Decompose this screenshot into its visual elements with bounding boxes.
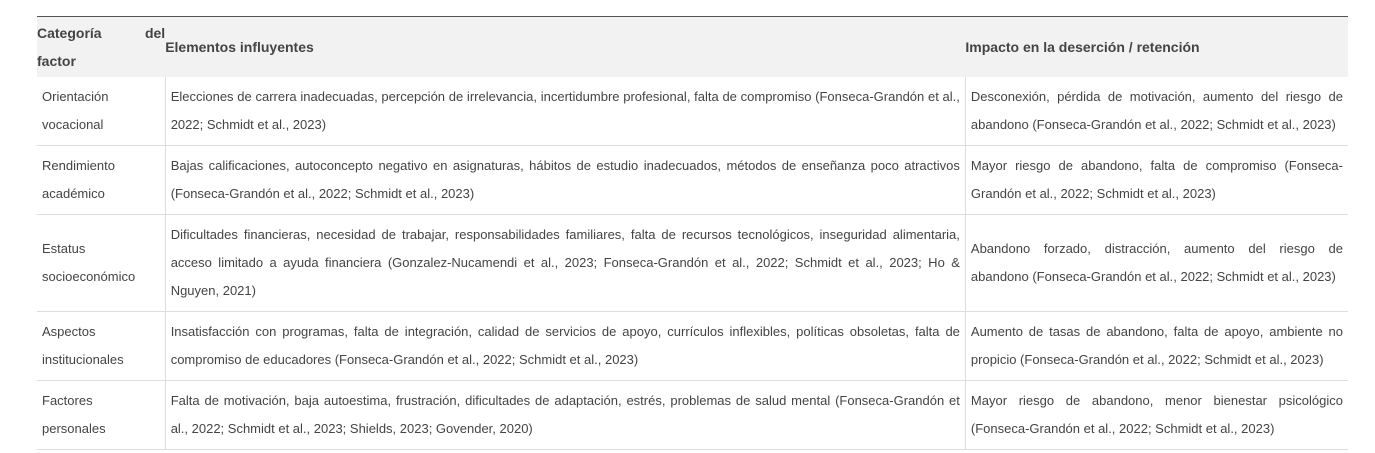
table-row [37, 381, 1348, 450]
cell-impacto: Mayor riesgo de abandono, menor bienestar psicológico (Fonseca-Grandón et al., 2022; Schmidt et al., 2023) [965, 381, 1348, 450]
header-impacto: Impacto en la deserción / retención [965, 39, 1200, 55]
header-row [37, 17, 1348, 78]
table-row [37, 312, 1348, 381]
header-categoria-label: Categoría del factor [37, 25, 166, 69]
cell-impacto: Desconexión, pérdida de motivación, aumento del riesgo de abandono (Fonseca-Grandón et al., 2022; Schmidt et al., 2023) [965, 77, 1348, 146]
cell-impacto: Abandono forzado, distracción, aumento del riesgo de abandono (Fonseca-Grandón et al., 2022; Schmidt et al., 2023) [965, 215, 1348, 312]
table-row [37, 77, 1348, 146]
table-header [37, 17, 1348, 78]
factors-table [37, 16, 1348, 450]
cell-categoria: Aspectos institucionales [37, 312, 165, 381]
factors-table-container [37, 16, 1348, 450]
header-elementos: Elementos influyentes [165, 39, 314, 55]
header-categoria [37, 17, 165, 78]
cell-categoria: Orientación vocacional [37, 77, 165, 146]
table-row [37, 146, 1348, 215]
table-body [37, 77, 1348, 450]
cell-elementos: Insatisfacción con programas, falta de integración, calidad de servicios de apoyo, currículos inflexibles, políticas obsoletas, falta de compromiso de educadores (Fonseca-Grandón et al., 2022; Schmidt et al., 2023) [165, 312, 965, 381]
table-row [37, 215, 1348, 312]
cell-categoria: Estatus socioeconómico [37, 215, 165, 312]
cell-elementos: Elecciones de carrera inadecuadas, percepción de irrelevancia, incertidumbre profesional, falta de compromiso (Fonseca-Grandón et al., 2022; Schmidt et al., 2023) [165, 77, 965, 146]
cell-elementos: Dificultades financieras, necesidad de trabajar, responsabilidades familiares, falta de recursos tecnológicos, inseguridad alimentaria, acceso limitado a ayuda financiera (Gonzalez-Nucamendi et al., 2023; Fonseca-Grandón et al., 2022; Schmidt et al., 2023; Ho & Nguyen, 2021) [165, 215, 965, 312]
cell-elementos: Bajas calificaciones, autoconcepto negativo en asignaturas, hábitos de estudio inadecuados, métodos de enseñanza poco atractivos (Fonseca-Grandón et al., 2022; Schmidt et al., 2023) [165, 146, 965, 215]
cell-elementos: Falta de motivación, baja autoestima, frustración, dificultades de adaptación, estrés, problemas de salud mental (Fonseca-Grandón et al., 2022; Schmidt et al., 2023; Shields, 2023; Govender, 2020) [165, 381, 965, 450]
cell-categoria: Rendimiento académico [37, 146, 165, 215]
cell-impacto: Mayor riesgo de abandono, falta de compromiso (Fonseca-Grandón et al., 2022; Schmidt et al., 2023) [965, 146, 1348, 215]
cell-impacto: Aumento de tasas de abandono, falta de apoyo, ambiente no propicio (Fonseca-Grandón et al., 2022; Schmidt et al., 2023) [965, 312, 1348, 381]
cell-categoria: Factores personales [37, 381, 165, 450]
